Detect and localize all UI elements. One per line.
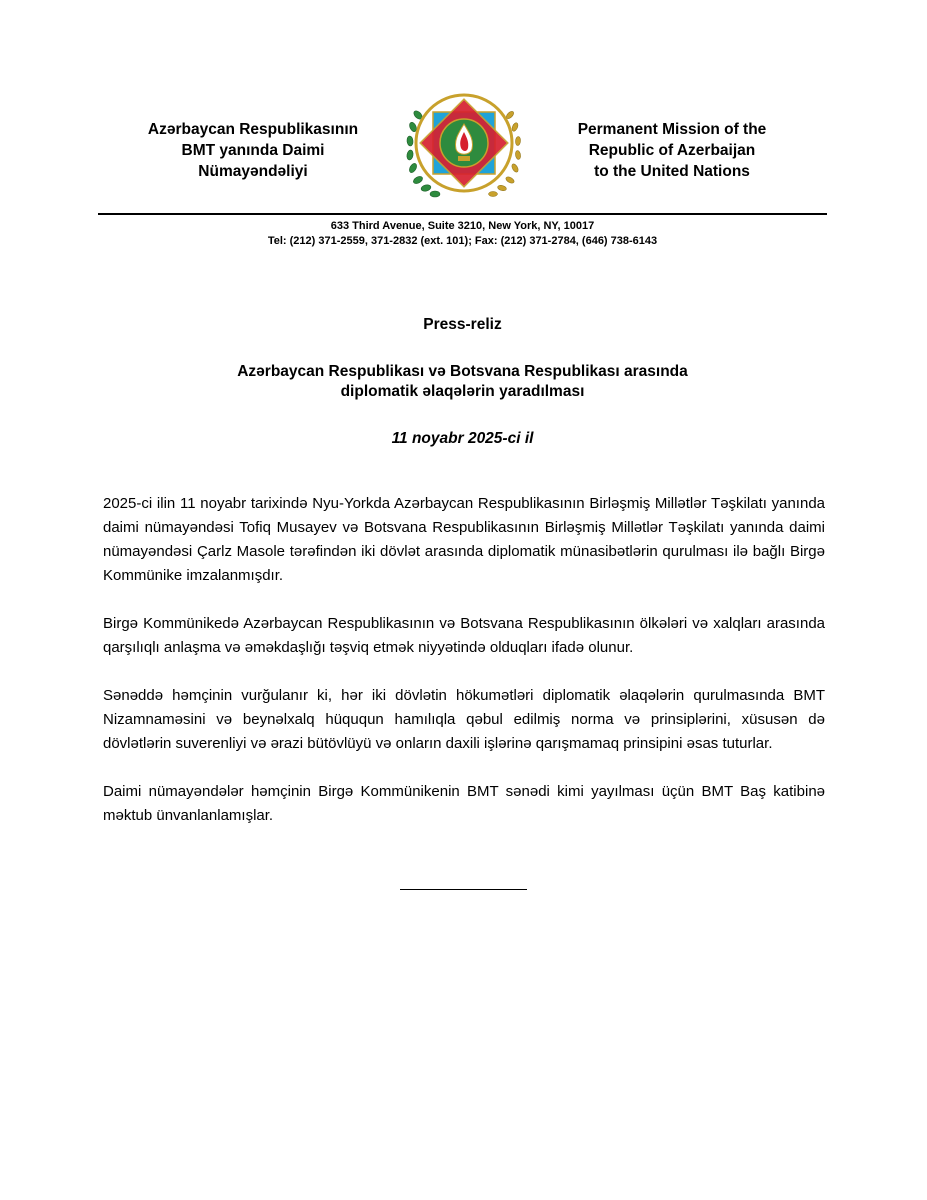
document-body: [103, 492, 825, 852]
document-date: 11 noyabr 2025-ci il: [391, 430, 534, 447]
document-title-line-2: diplomatik əlaqələrin yaradılması: [340, 383, 585, 400]
body-paragraph: 2025-ci ilin 11 noyabr tarixində Nyu-Yorkda Azərbaycan Respublikasının Birləşmiş Millətlər Təşkilatı yanında daimi nümayəndəsi Tofiq Musayev və Botsvana Respublikasının Birləşmiş Millətlər Təşkilatı yanında daimi nümayəndəsi Çarlz Masole tərəfindən iki dövlət arasında diplomatik münasibətlərin qurulması ilə bağlı Birgə Kommünike imzalanmışdır.: [103, 495, 825, 584]
body-paragraph: Sənəddə həmçinin vurğulanır ki, hər iki dövlətin hökumətləri diplomatik əlaqələrin qurulmasında BMT Nizamnaməsini və beynəlxalq hüququn hamılıqla qəbul edilmiş norma və prinsiplərini, xüsusən də dövlətlərin suverenliyi və ərazi bütövlüyü və onların daxili işlərinə qarışmamaq prinsipini əsas tuturlar.: [103, 687, 825, 752]
address-line: 633 Third Avenue, Suite 3210, New York, NY, 10017: [330, 220, 595, 232]
mission-name-az-line-2: BMT yanında Daimi: [181, 142, 325, 159]
press-release-label: Press-reliz: [423, 316, 502, 333]
letterhead-divider: [98, 213, 827, 215]
body-paragraph: Daimi nümayəndələr həmçinin Birgə Kommünikenin BMT sənədi kimi yayılması üçün BMT Baş katibinə məktub ünvanlanlamışlar.: [103, 783, 825, 824]
document-title: [98, 362, 827, 402]
mission-name-azerbaijani: [118, 119, 388, 182]
mission-name-az-line-1: Azərbaycan Respublikasının: [147, 121, 359, 138]
mission-name-en-line-2: Republic of Azerbaijan: [588, 142, 756, 159]
azerbaijan-state-emblem-icon: [404, 84, 524, 202]
letterhead-address: [98, 219, 827, 249]
body-paragraph: Birgə Kommünikedə Azərbaycan Respublikasının və Botsvana Respublikasının ölkələri və xalqları arasında qarşılıqlı anlaşma və əməkdaşlığı təşviq etmək niyyətində olduqları ifadə olunur.: [103, 615, 825, 656]
document-title-line-1: Azərbaycan Respublikası və Botsvana Respublikası arasında: [237, 363, 688, 380]
mission-name-en-line-1: Permanent Mission of the: [577, 121, 767, 138]
end-of-document-line: [400, 889, 527, 890]
contact-line: Tel: (212) 371-2559, 371-2832 (ext. 101); Fax: (212) 371-2784, (646) 738-6143: [267, 235, 658, 247]
mission-name-en-line-3: to the United Nations: [594, 163, 750, 180]
mission-name-az-line-3: Nümayəndəliyi: [198, 163, 308, 180]
mission-name-english: [537, 119, 807, 182]
